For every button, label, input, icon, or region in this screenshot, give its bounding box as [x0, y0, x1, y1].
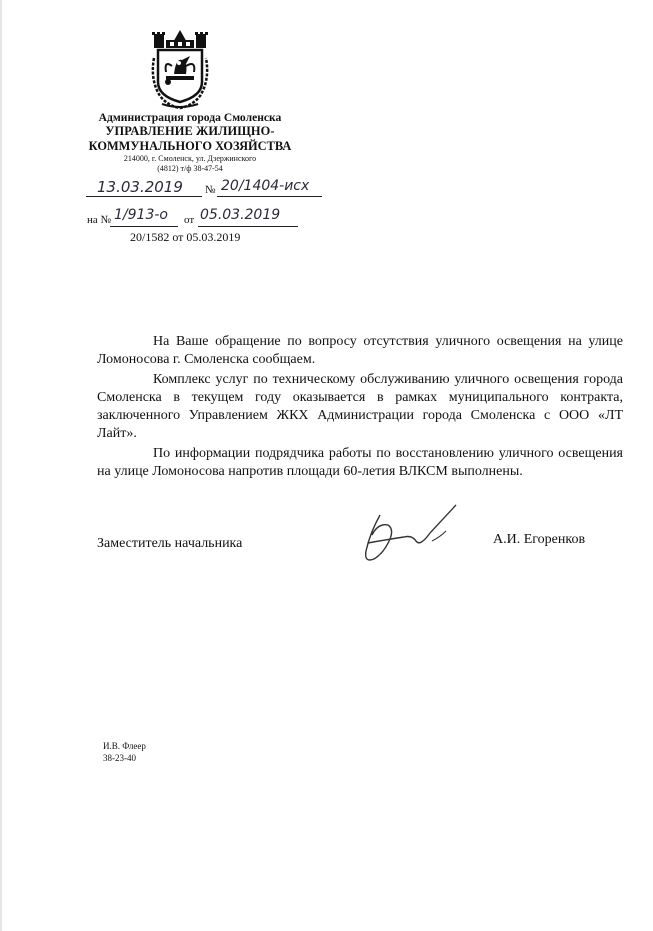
- ref-number: 1/913-о: [114, 207, 168, 223]
- date-underline: [86, 196, 202, 197]
- ref-number-underline: [110, 226, 178, 227]
- scan-edge: [0, 0, 2, 931]
- department-name-line2: КОММУНАЛЬНОГО ХОЗЯЙСТВА: [88, 139, 292, 153]
- org-phone: (4812) т/ф 38-47-54: [157, 164, 223, 173]
- outgoing-date: 13.03.2019: [97, 178, 183, 196]
- ref-date: 05.03.2019: [200, 207, 281, 223]
- org-name: Администрация города Смоленска: [98, 111, 282, 124]
- body-paragraph: Комплекс услуг по техническому обслуживанию уличного освещения города Смоленска в текущем году оказывается в рамках муниципального контракта, заключенного Управлением ЖКХ Администрации города Смоленска с ООО «ЛТ Лайт».: [97, 372, 623, 441]
- handwritten-signature: [360, 503, 460, 573]
- smolensk-coat-of-arms-icon: [148, 30, 212, 110]
- executor-name: И.В. Флеер: [103, 741, 146, 751]
- department-name-line1: УПРАВЛЕНИЕ ЖИЛИЩНО-: [105, 124, 275, 138]
- number-underline: [217, 196, 322, 197]
- internal-reference: 20/1582 от 05.03.2019: [130, 230, 241, 244]
- number-label: №: [205, 184, 216, 196]
- outgoing-number: 20/1404-исх: [221, 178, 310, 194]
- body-paragraph: По информации подрядчика работы по восстановлению уличного освещения на улице Ломоносова напротив площади 60-летия ВЛКСМ выполнены.: [97, 446, 623, 479]
- signatory-name: А.И. Егоренков: [493, 532, 586, 547]
- body-paragraph: На Ваше обращение по вопросу отсутствия уличного освещения на улице Ломоносова г. Смоленска сообщаем.: [97, 334, 623, 367]
- org-address: 214000, г. Смоленск, ул. Дзержинского: [123, 154, 257, 163]
- signatory-title: Заместитель начальника: [97, 536, 243, 551]
- ref-date-underline: [198, 226, 298, 227]
- executor-phone: 38-23-40: [103, 753, 136, 763]
- ref-from-label: от: [184, 214, 195, 226]
- ref-prefix: на №: [87, 214, 112, 226]
- letter-body: [97, 333, 623, 483]
